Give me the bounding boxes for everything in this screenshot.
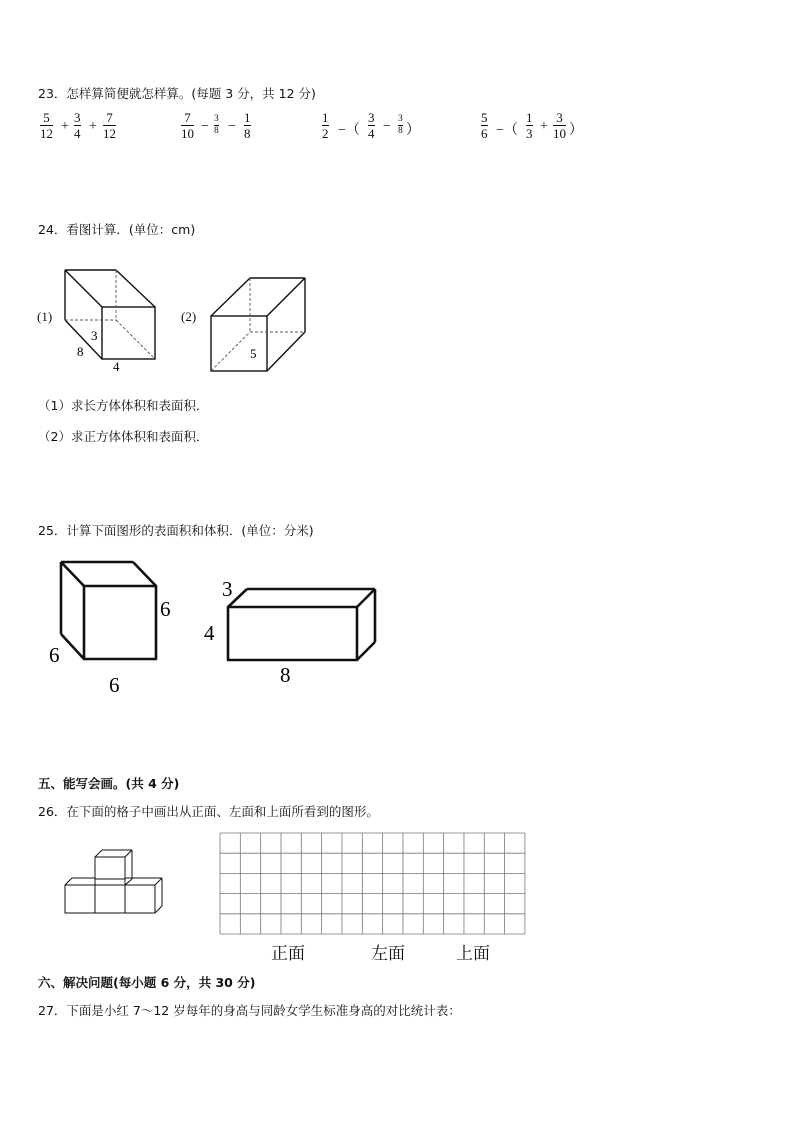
dimension-label: 3 (91, 328, 98, 343)
section-heading: 六、解决问题(每小题 6 分，共 30 分) (38, 975, 256, 990)
fraction: 7 10 (181, 110, 194, 141)
dimension-label: 4 (204, 621, 215, 645)
q25-title: 25．计算下面图形的表面积和体积．(单位：分米) (38, 523, 314, 538)
view-label-front: 正面 (271, 944, 305, 964)
block-stack-figure (60, 845, 170, 920)
operator: − (201, 119, 209, 134)
fraction: 1 3 (526, 110, 533, 141)
fraction: 3 4 (74, 110, 81, 141)
fraction: 3 8 (214, 114, 219, 136)
cube-figure (205, 270, 313, 378)
fraction: 7 12 (103, 110, 116, 141)
q27-title: 27．下面是小红 7～12 岁每年的身高与同龄女学生标准身高的对比统计表： (38, 1003, 461, 1018)
fraction: 3 4 (368, 110, 375, 141)
dimension-label: 8 (280, 663, 291, 687)
cuboid-figure (198, 572, 383, 690)
fraction: 1 8 (244, 110, 251, 141)
fraction: 5 12 (40, 110, 53, 141)
section-heading: 五、能写会画。(共 4 分) (38, 776, 180, 791)
cuboid-figure (55, 262, 165, 374)
operator: + (89, 119, 97, 134)
operator: − (228, 119, 236, 134)
dimension-label: 6 (160, 597, 171, 621)
operator: ） (569, 123, 583, 138)
q24-figure1-label: (1) (37, 309, 53, 324)
fraction: 3 10 (553, 110, 566, 141)
operator: −（ (496, 123, 518, 138)
view-label-left: 左面 (371, 944, 405, 964)
fraction: 1 2 (322, 110, 329, 141)
cube-figure (40, 555, 180, 700)
operator: −（ (338, 123, 360, 138)
dimension-label: 6 (49, 643, 60, 667)
q23-title: 23．怎样算简便就怎样算。(每题 3 分，共 12 分) (38, 86, 316, 101)
q26-title: 26．在下面的格子中画出从正面、左面和上面所看到的图形。 (38, 804, 379, 819)
drawing-grid[interactable] (219, 832, 527, 936)
dimension-label: 4 (113, 359, 120, 374)
q24-subquestion-1: （1）求长方体体积和表面积． (38, 398, 209, 413)
view-label-top: 上面 (456, 944, 490, 964)
fraction: 3 8 (398, 114, 403, 136)
operator: + (61, 119, 69, 134)
operator: − (383, 119, 391, 134)
operator: + (540, 119, 548, 134)
fraction: 5 6 (481, 110, 488, 141)
dimension-label: 5 (250, 346, 257, 361)
q24-title: 24．看图计算．(单位：cm) (38, 222, 196, 237)
q24-subquestion-2: （2）求正方体体积和表面积． (38, 429, 209, 444)
q24-figure2-label: (2) (181, 309, 197, 324)
dimension-label: 6 (109, 673, 120, 697)
dimension-label: 8 (77, 344, 84, 359)
operator: ） (406, 123, 420, 138)
dimension-label: 3 (222, 577, 233, 601)
